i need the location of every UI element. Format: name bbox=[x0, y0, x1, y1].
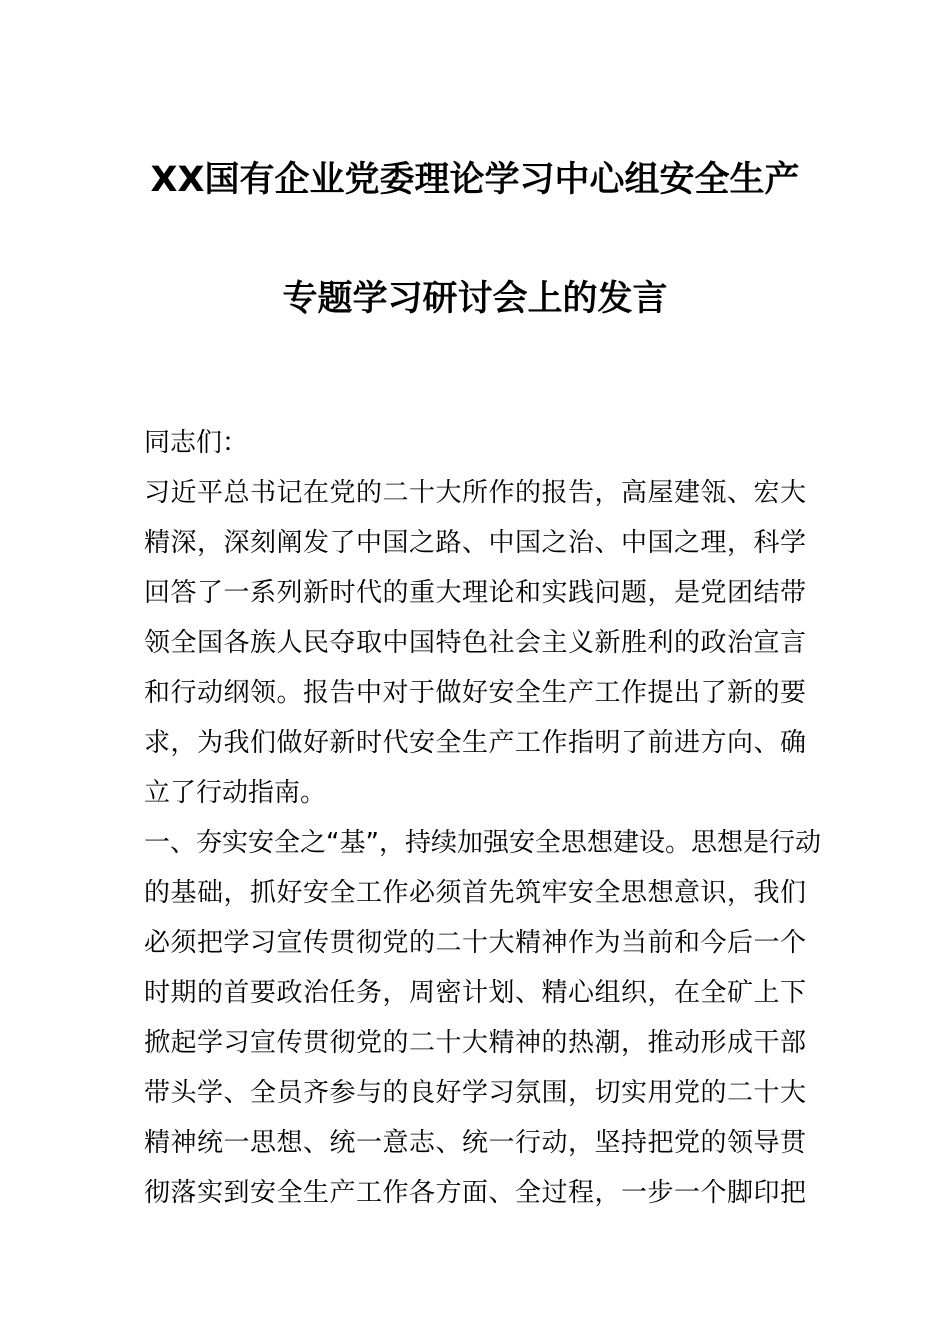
paragraph-2 bbox=[144, 818, 821, 1218]
paragraph-2-line: 一、夯实安全之“基”，持续加强安全思想建设。思想是行动 bbox=[144, 828, 821, 858]
document-title-line-2: 专题学习研讨会上的发言 bbox=[282, 279, 668, 319]
paragraph-1-line: 领全国各族人民夺取中国特色社会主义新胜利的政治宣言 bbox=[144, 628, 806, 658]
paragraph-1-line: 立了行动指南。 bbox=[144, 778, 327, 808]
document-body bbox=[144, 418, 821, 1218]
paragraph-1-line: 和行动纲领。报告中对于做好安全生产工作提出了新的要 bbox=[144, 678, 806, 708]
document-title-line-1: XX国有企业党委理论学习中心组安全生产 bbox=[150, 160, 800, 200]
paragraph-2-line: 精神统一思想、统一意志、统一行动，坚持把党的领导贯 bbox=[144, 1128, 806, 1158]
paragraph-2-line: 掀起学习宣传贯彻党的二十大精神的热潮，推动形成干部 bbox=[144, 1028, 806, 1058]
paragraph-2-line: 的基础，抓好安全工作必须首先筑牢安全思想意识，我们 bbox=[144, 878, 806, 908]
paragraph-1-line: 精深，深刻阐发了中国之路、中国之治、中国之理，科学 bbox=[144, 528, 806, 558]
paragraph-1 bbox=[144, 468, 806, 818]
paragraph-1-line: 习近平总书记在党的二十大所作的报告，高屋建瓴、宏大 bbox=[144, 478, 806, 508]
paragraph-2-line: 必须把学习宣传贯彻党的二十大精神作为当前和今后一个 bbox=[144, 928, 806, 958]
paragraph-2-line: 带头学、全员齐参与的良好学习氛围，切实用党的二十大 bbox=[144, 1078, 806, 1108]
paragraph-2-line: 时期的首要政治任务，周密计划、精心组织，在全矿上下 bbox=[144, 978, 806, 1008]
paragraph-1-line: 回答了一系列新时代的重大理论和实践问题，是党团结带 bbox=[144, 578, 806, 608]
paragraph-1-line: 求，为我们做好新时代安全生产工作指明了前进方向、确 bbox=[144, 728, 806, 758]
paragraph-2-line: 彻落实到安全生产工作各方面、全过程，一步一个脚印把 bbox=[144, 1178, 806, 1208]
salutation: 同志们： bbox=[144, 428, 249, 458]
